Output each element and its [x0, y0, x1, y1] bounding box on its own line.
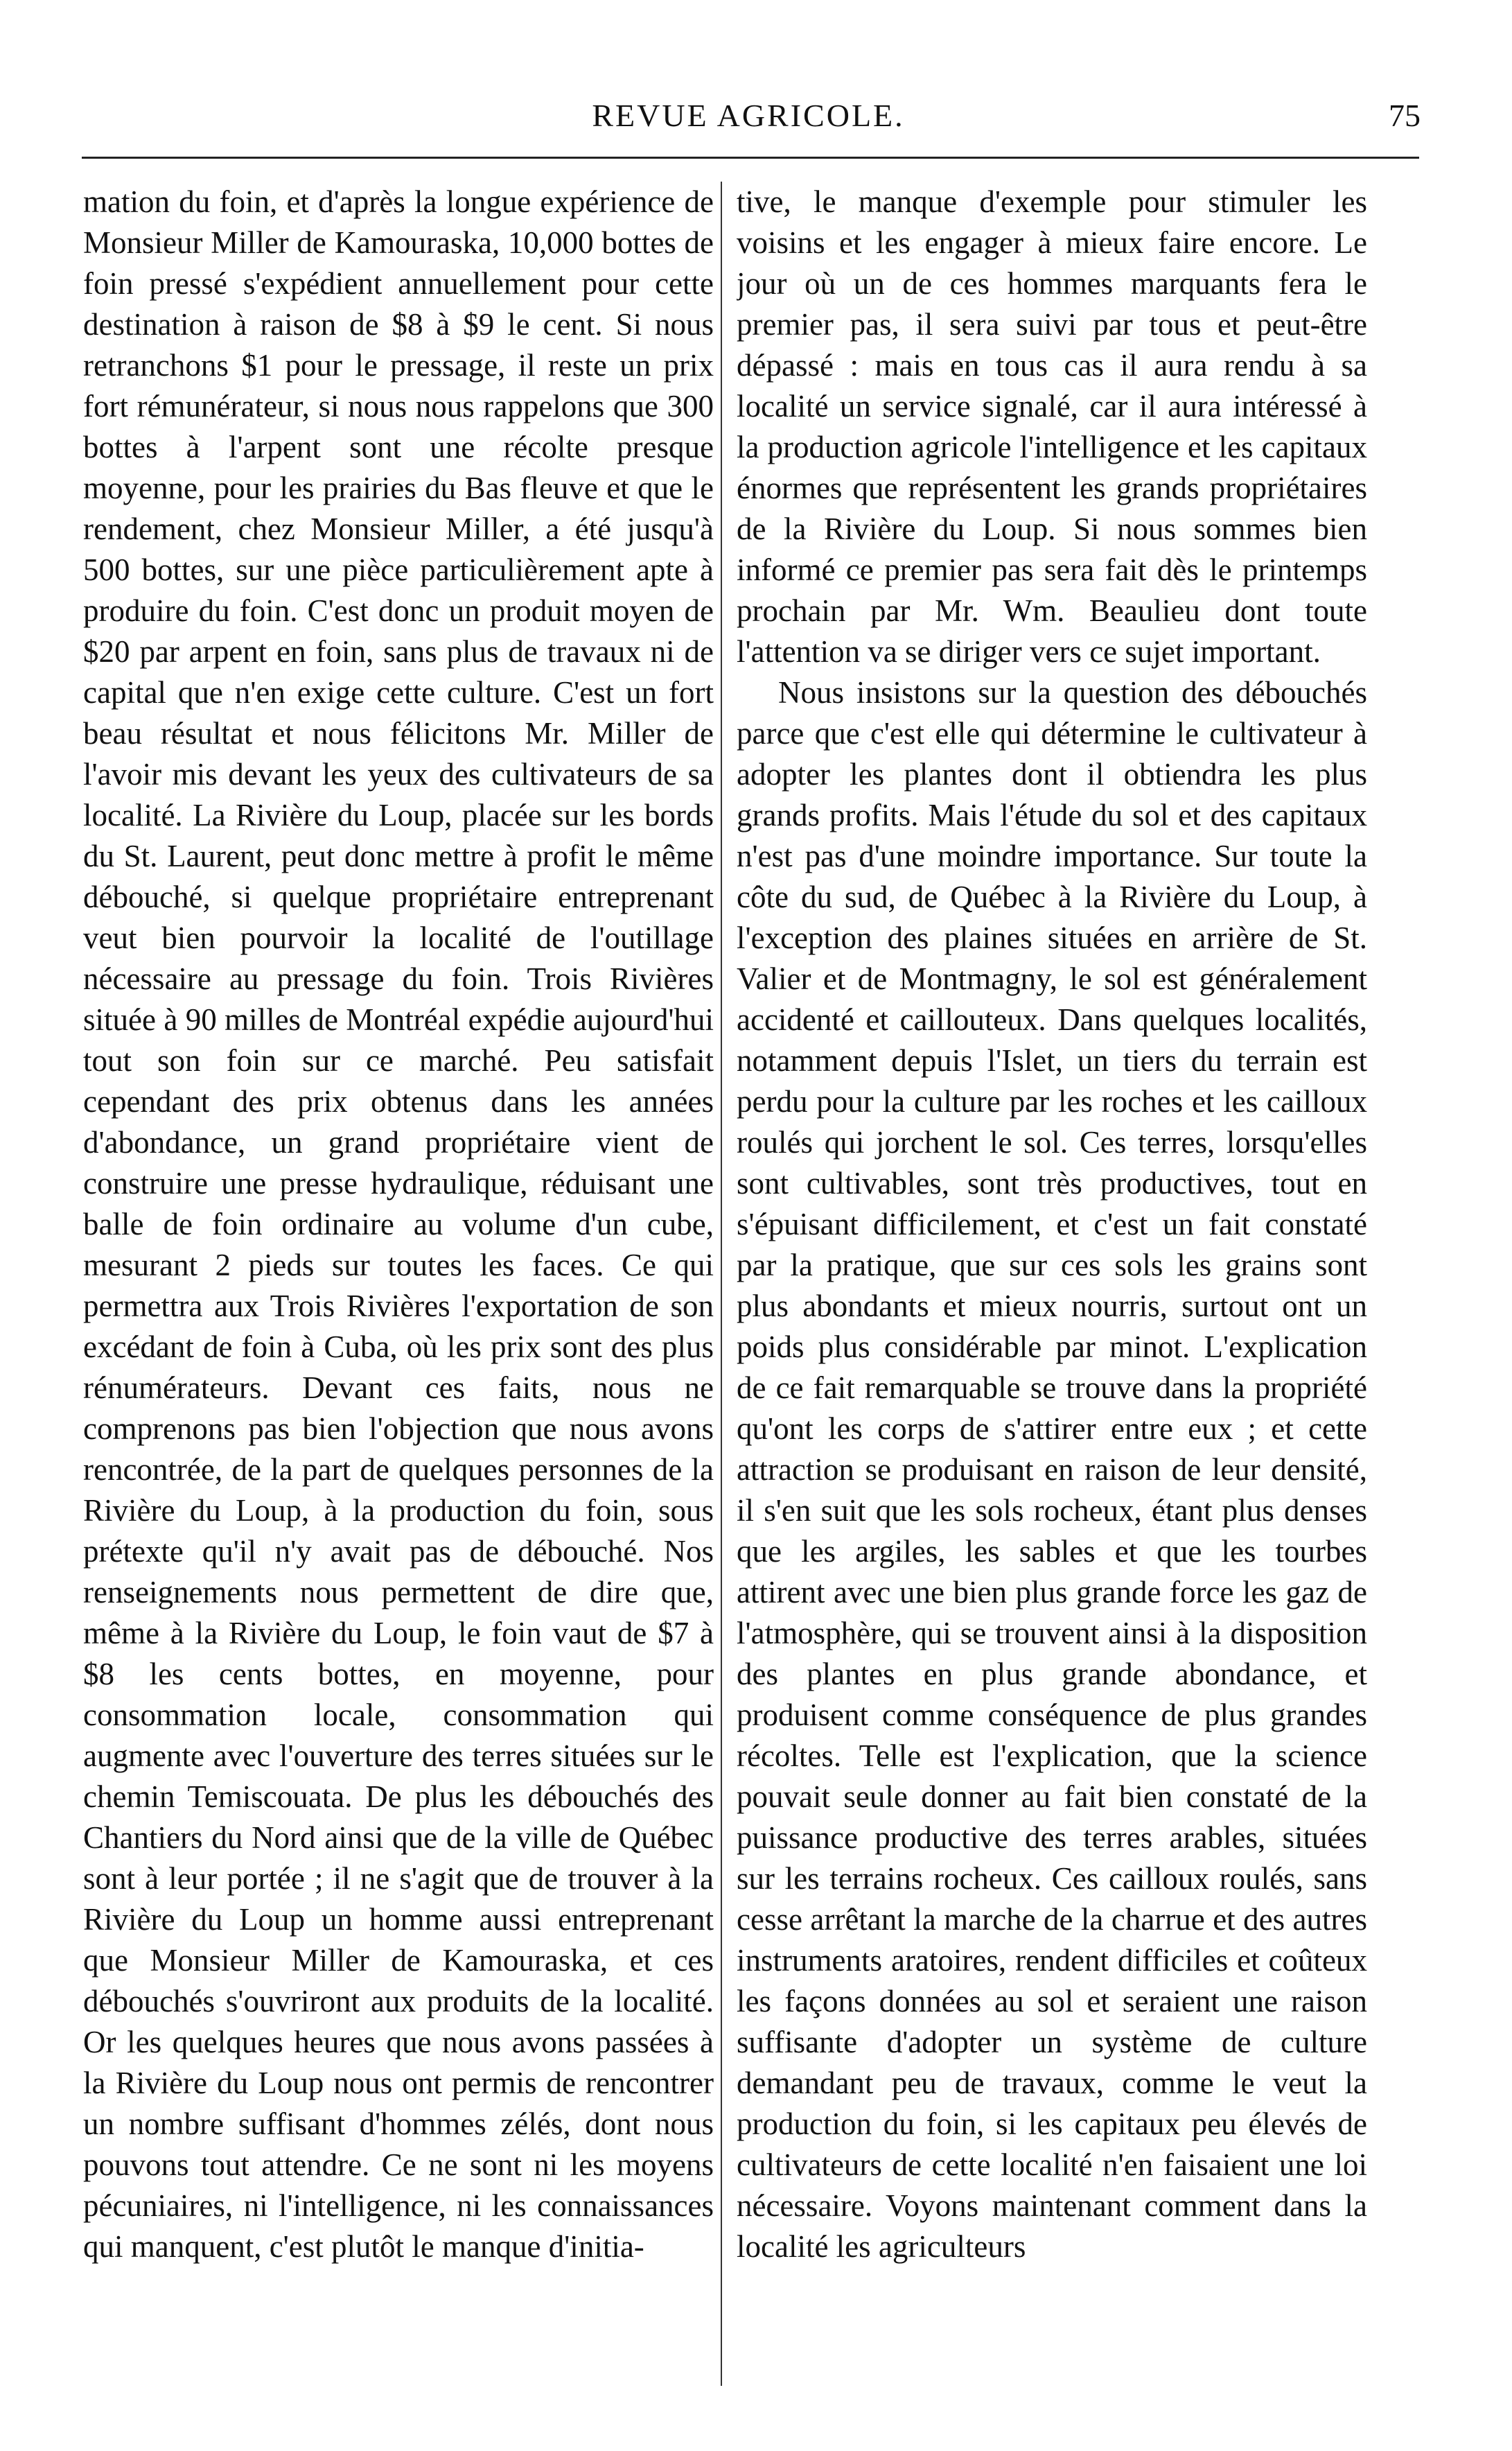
running-title: REVUE AGRICOLE.	[592, 98, 905, 133]
page-header	[76, 90, 1421, 146]
right-paragraph-1: tive, le manque d'exemple pour stimuler les voisins et les engager à mieux faire encore. Le jour où un de ces hommes marquants fera le premier pas, il sera suivi par tous et peut-être dépassé : mais en tous cas il aura rendu à sa localité un service signalé, car il aura intéressé à la production agricole l'intelligence et les capitaux énormes que représentent les grands propriétaires de la Rivière du Loup. Si nous sommes bien informé ce premier pas sera fait dès le printemps prochain par Mr. Wm. Beaulieu dont toute l'attention va se diriger vers ce sujet important.	[737, 184, 1367, 669]
left-column	[83, 182, 714, 2386]
header-rule	[82, 157, 1419, 159]
right-column	[737, 182, 1367, 2386]
right-paragraph-2: Nous insistons sur la question des débouchés parce que c'est elle qui détermine le cultivateur à adopter les plantes dont il obtiendra les plus grands profits. Mais l'étude du sol et des capitaux n'est pas d'une moindre importance. Sur toute la côte du sud, de Québec à la Rivière du Loup, à l'exception des plaines situées en arrière de St. Valier et de Montmagny, le sol est généralement accidenté et caillouteux. Dans quelques localités, notamment depuis l'Islet, un tiers du terrain est perdu pour la culture par les roches et les cailloux roulés qui jorchent le sol. Ces terres, lorsqu'elles sont cultivables, sont très productives, tout en s'épuisant difficilement, et c'est un fait constaté par la pratique, que sur ces sols les grains sont plus abondants et mieux nourris, surtout ont un poids plus considérable par minot. L'explication de ce fait remarquable se trouve dans la propriété qu'ont les corps de s'attirer entre eux ; et cette attraction se produisant en raison de leur densité, il s'en suit que les sols rocheux, étant plus denses que les argiles, les sables et que les tourbes attirent avec une bien plus grande force les gaz de l'atmosphère, qui se trouvent ainsi à la disposition des plantes en plus grande abondance, et produisent comme conséquence de plus grandes récoltes. Telle est l'explication, que la science pouvait seule donner au fait bien constaté de la puissance productive des terres arables, situées sur les terrains rocheux. Ces cailloux roulés, sans cesse arrêtant la marche de la charrue et des autres instruments aratoires, rendent difficiles et coûteux les façons données au sol et seraient une raison suffisante d'adopter un système de culture demandant peu de travaux, comme le veut la production du foin, si les capitaux peu élevés de cultivateurs de cette localité n'en faisaient une loi nécessaire. Voyons maintenant comment dans la localité les agriculteurs	[737, 675, 1367, 2264]
page-number: 75	[1389, 98, 1421, 133]
left-paragraph-1: mation du foin, et d'après la longue expérience de Monsieur Miller de Kamouraska, 10,000 bottes de foin pressé s'expédient annuellement pour cette destination à raison de $8 à $9 le cent. Si nous retranchons $1 pour le pressage, il reste un prix fort rémunérateur, si nous nous rappelons que 300 bottes à l'arpent sont une récolte presque moyenne, pour les prairies du Bas fleuve et que le rendement, chez Monsieur Miller, a été jusqu'à 500 bottes, sur une pièce particulièrement apte à produire du foin. C'est donc un produit moyen de $20 par arpent en foin, sans plus de travaux ni de capital que n'en exige cette culture. C'est un fort beau résultat et nous félicitons Mr. Miller de l'avoir mis devant les yeux des cultivateurs de sa localité. La Rivière du Loup, placée sur les bords du St. Laurent, peut donc mettre à profit le même débouché, si quelque propriétaire entreprenant veut bien pourvoir la localité de l'outillage nécessaire au pressage du foin. Trois Rivières située à 90 milles de Montréal expédie aujourd'hui tout son foin sur ce marché. Peu satisfait cependant des prix obtenus dans les années d'abondance, un grand propriétaire vient de construire une presse hydraulique, réduisant une balle de foin ordinaire au volume d'un cube, mesurant 2 pieds sur toutes les faces. Ce qui permettra aux Trois Rivières l'exportation de son excédant de foin à Cuba, où les prix sont des plus rénumérateurs. Devant ces faits, nous ne comprenons pas bien l'objection que nous avons rencontrée, de la part de quelques personnes de la Rivière du Loup, à la production du foin, sous prétexte qu'il n'y avait pas de débouché. Nos renseignements nous permettent de dire que, même à la Rivière du Loup, le foin vaut de $7 à $8 les cents bottes, en moyenne, pour consommation locale, consommation qui augmente avec l'ouverture des terres situées sur le chemin Temiscouata. De plus les débouchés des Chantiers du Nord ainsi que de la ville de Québec sont à leur portée ; il ne s'agit que de trouver à la Rivière du Loup un homme aussi entreprenant que Monsieur Miller de Kamouraska, et ces débouchés s'ouvriront aux produits de la localité. Or les quelques heures que nous avons passées à la Rivière du Loup nous ont permis de rencontrer un nombre suffisant d'hommes zélés, dont nous pouvons tout attendre. Ce ne sont ni les moyens pécuniaires, ni l'intelligence, ni les connaissances qui manquent, c'est plutôt le manque d'initia-	[83, 184, 714, 2264]
column-divider	[721, 182, 722, 2386]
